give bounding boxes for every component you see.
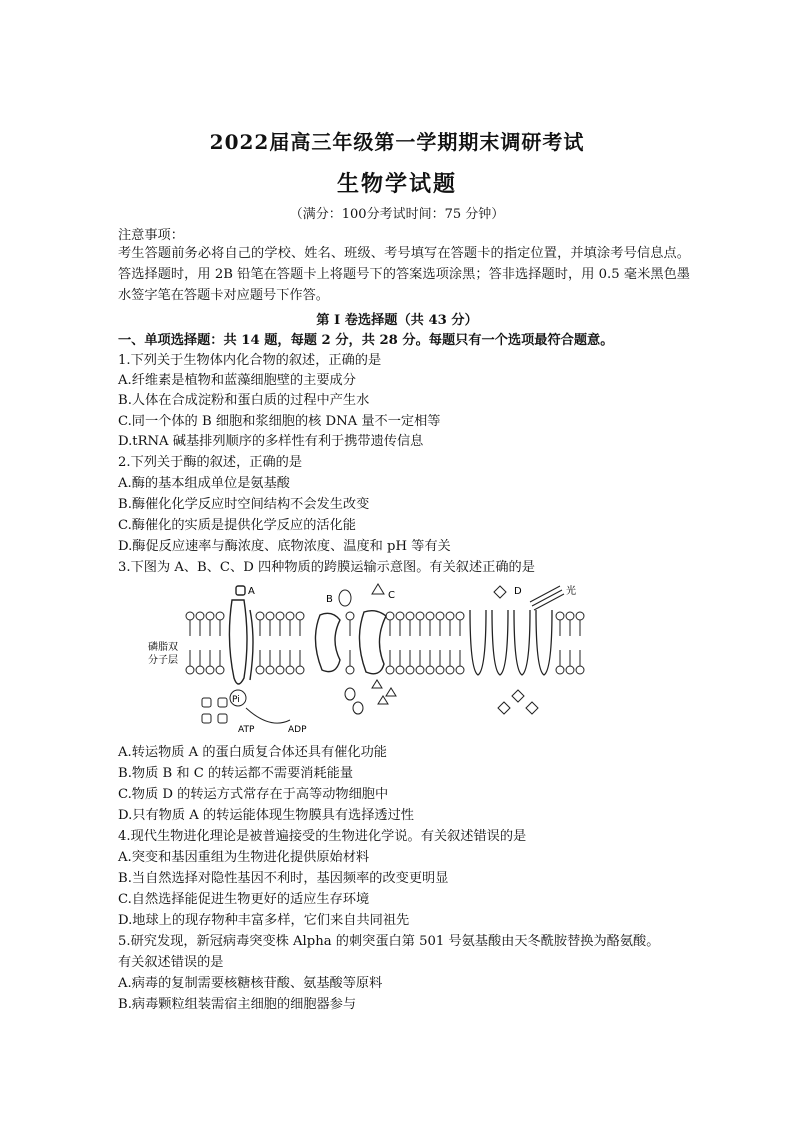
channel-protein-c — [359, 611, 386, 674]
q3-option-d: D.只有物质 A 的转运能体现生物膜具有选择透过性 — [118, 808, 414, 823]
section-title: 第 I 卷选择题（共 43 分） — [316, 313, 478, 328]
ions-below — [345, 680, 396, 714]
label-pi: Pi — [232, 695, 240, 705]
membrane-label-1: 磷脂双 — [148, 642, 178, 653]
light-driven-protein-d — [470, 610, 552, 675]
substance-b — [339, 590, 351, 606]
q2-option-d: D.酶促反应速率与酶浓度、底物浓度、温度和 pH 等有关 — [118, 539, 451, 554]
substance-a-squares — [202, 698, 227, 723]
q1-option-c: C.同一个体的 B 细胞和浆细胞的核 DNA 量不一定相等 — [118, 414, 441, 429]
q4-option-d: D.地球上的现存物种丰富多样，它们来自共同祖先 — [118, 913, 410, 928]
q4-option-a: A.突变和基因重组为生物进化提供原始材料 — [118, 850, 370, 865]
exam-meta: （满分：100分考试时间：75 分钟） — [289, 207, 505, 222]
membrane-transport-figure — [140, 580, 590, 740]
q1-stem: 1.下列关于生物体内化合物的叙述，正确的是 — [118, 353, 382, 368]
substance-d-diamonds — [494, 586, 538, 714]
q5-stem-continued: 有关叙述错误的是 — [118, 955, 224, 970]
label-b: B — [326, 594, 333, 605]
membrane-label-2: 分子层 — [148, 655, 178, 666]
q1-option-d: D.tRNA 碱基排列顺序的多样性有利于携带遗传信息 — [118, 434, 424, 449]
q3-option-b: B.物质 B 和 C 的转运都不需要消耗能量 — [118, 766, 354, 781]
label-adp: ADP — [288, 725, 307, 735]
q3-option-c: C.物质 D 的转运方式常存在于高等动物细胞中 — [118, 787, 389, 802]
atp-arrow — [246, 708, 290, 723]
channel-protein-b — [315, 613, 340, 671]
q3-option-a: A.转运物质 A 的蛋白质复合体还具有催化功能 — [118, 745, 387, 760]
notice-text: 考生答题前务必将自己的学校、姓名、班级、考号填写在答题卡的指定位置，并填涂考号信息点。答选择题时，用 2B 铅笔在答题卡上将题号下的答案选项涂黑；答非选择题时，用 0.5 毫米黑色墨水签字笔在答题卡对应题号下作答。 — [118, 246, 690, 303]
exam-title: 2022届高三年级第一学期期末调研考试 — [209, 130, 585, 154]
q1-option-b: B.人体在合成淀粉和蛋白质的过程中产生水 — [118, 393, 370, 408]
pump-protein-a — [229, 586, 253, 684]
q5-option-a: A.病毒的复制需要核糖核苷酸、氨基酸等原料 — [118, 976, 383, 991]
label-atp: ATP — [238, 725, 255, 735]
q4-stem: 4.现代生物进化理论是被普遍接受的生物进化学说。有关叙述错误的是 — [118, 829, 527, 844]
subject-title: 生物学试题 — [336, 171, 457, 197]
q5-stem: 5.研究发现，新冠病毒突变株 Alpha 的刺突蛋白第 501 号氨基酸由天冬酰胺替换为酪氨酸。 — [118, 934, 660, 949]
label-d: D — [514, 586, 522, 597]
q2-option-a: A.酶的基本组成单位是氨基酸 — [118, 476, 290, 491]
q1-option-a: A.纤维素是植物和蓝藻细胞壁的主要成分 — [118, 373, 356, 388]
q4-option-c: C.自然选择能促进生物更好的适应生存环境 — [118, 892, 370, 907]
q2-option-c: C.酶催化的实质是提供化学反应的活化能 — [118, 518, 356, 533]
label-c: C — [388, 590, 395, 601]
light-rays — [530, 586, 564, 610]
substance-c — [372, 584, 384, 594]
section-instruction: 一、单项选择题：共 14 题，每题 2 分，共 28 分。每题只有一个选项最符合题意。 — [118, 333, 614, 348]
label-light: 光 — [566, 586, 576, 597]
q3-stem: 3.下图为 A、B、C、D 四种物质的跨膜运输示意图。有关叙述正确的是 — [118, 560, 535, 575]
q4-option-b: B.当自然选择对隐性基因不利时，基因频率的改变更明显 — [118, 871, 449, 886]
notice-label: 注意事项： — [118, 228, 184, 243]
q2-option-b: B.酶催化化学反应时空间结构不会发生改变 — [118, 497, 370, 512]
q2-stem: 2.下列关于酶的叙述，正确的是 — [118, 455, 303, 470]
label-a: A — [248, 586, 255, 597]
q5-option-b: B.病毒颗粒组装需宿主细胞的细胞器参与 — [118, 997, 357, 1012]
